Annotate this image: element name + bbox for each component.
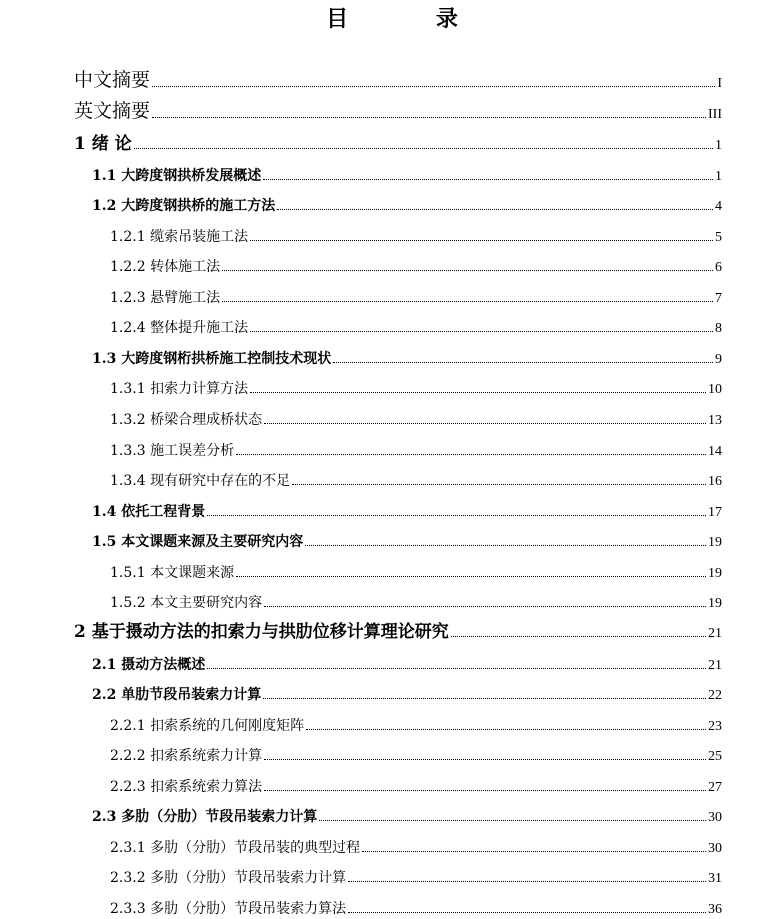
- toc-entry-label: 2.2 单肋节段吊装索力计算: [92, 687, 262, 703]
- dot-leader: [250, 331, 713, 332]
- dot-leader: [305, 545, 706, 546]
- dot-leader: [134, 148, 713, 149]
- toc-entry-page-number: 17: [708, 505, 722, 520]
- toc-entry-label: 2.2.3 扣索系统索力算法: [110, 779, 263, 795]
- toc-entry-page-number: 16: [708, 474, 722, 489]
- toc-entry[interactable]: [110, 281, 722, 307]
- dot-leader: [348, 912, 706, 913]
- toc-entry-page-number: 5: [715, 230, 722, 245]
- toc-entry-label: 2.2.2 扣索系统索力计算: [110, 748, 263, 764]
- toc-entry-page-number: 30: [708, 810, 722, 825]
- toc-entry-page-number: 23: [708, 719, 722, 734]
- toc-entry-label: 1.5.1 本文课题来源: [110, 565, 235, 581]
- toc-entry[interactable]: [74, 616, 722, 642]
- toc-entry-label: 1.5 本文课题来源及主要研究内容: [92, 534, 304, 550]
- toc-entry-page-number: I: [717, 76, 722, 91]
- toc-entry[interactable]: [110, 220, 722, 246]
- dot-leader: [292, 484, 706, 485]
- toc-entry-label: 1.2 大跨度钢拱桥的施工方法: [92, 198, 276, 214]
- toc-entry-label: 1.2.2 转体施工法: [110, 259, 221, 275]
- toc-entry-page-number: 30: [708, 841, 722, 856]
- toc-entry-page-number: 36: [708, 902, 722, 917]
- dot-leader: [333, 362, 713, 363]
- toc-entry-page-number: 13: [708, 413, 722, 428]
- toc-entry-page-number: 4: [715, 199, 722, 214]
- dot-leader: [222, 270, 713, 271]
- toc-entry[interactable]: [92, 678, 722, 704]
- dot-leader: [264, 423, 706, 424]
- toc-entry[interactable]: [110, 464, 722, 490]
- toc-entry[interactable]: [92, 189, 722, 215]
- toc-entry-label: 1.3.4 现有研究中存在的不足: [110, 473, 291, 489]
- toc-entry-label: 1.3.2 桥梁合理成桥状态: [110, 412, 263, 428]
- toc-entry-page-number: 6: [715, 260, 722, 275]
- toc-entry-page-number: 27: [708, 780, 722, 795]
- page-title: 目 录: [326, 6, 498, 32]
- toc-entry[interactable]: [110, 831, 722, 857]
- toc-entry[interactable]: [74, 66, 722, 92]
- toc-entry[interactable]: [74, 128, 722, 154]
- toc-entry-label: 2.1 摄动方法概述: [92, 657, 206, 673]
- toc-entry-page-number: 1: [715, 169, 722, 184]
- toc-entry-label: 2.3 多肋（分肋）节段吊装索力计算: [92, 809, 318, 825]
- toc-entry-label: 1.4 依托工程背景: [92, 504, 206, 520]
- toc-entry-label: 2 基于摄动方法的扣索力与拱肋位移计算理论研究: [74, 622, 449, 642]
- toc-entry-page-number: 7: [715, 291, 722, 306]
- toc-entry-page-number: 9: [715, 352, 722, 367]
- dot-leader: [250, 392, 706, 393]
- toc-entry-page-number: 1: [715, 138, 722, 153]
- toc-entry-label: 2.3.2 多肋（分肋）节段吊装索力计算: [110, 870, 347, 886]
- toc-entry[interactable]: [92, 800, 722, 826]
- dot-leader: [264, 606, 706, 607]
- dot-leader: [451, 636, 706, 637]
- toc-entry-page-number: 22: [708, 688, 722, 703]
- toc-entry[interactable]: [110, 770, 722, 796]
- dot-leader: [264, 790, 706, 791]
- dot-leader: [207, 668, 706, 669]
- toc-entry[interactable]: [92, 342, 722, 368]
- toc-entry[interactable]: [92, 648, 722, 674]
- dot-leader: [236, 454, 706, 455]
- toc-entry-label: 1.5.2 本文主要研究内容: [110, 595, 263, 611]
- dot-leader: [263, 179, 713, 180]
- toc-entry[interactable]: [110, 311, 722, 337]
- dot-leader: [306, 729, 706, 730]
- toc-entry[interactable]: [92, 495, 722, 521]
- toc-entry-label: 1.3.1 扣索力计算方法: [110, 381, 249, 397]
- toc-entry-label: 1.1 大跨度钢拱桥发展概述: [92, 168, 262, 184]
- dot-leader: [222, 301, 713, 302]
- toc-entry-page-number: 19: [708, 596, 722, 611]
- toc-entry-label: 1.3.3 施工误差分析: [110, 443, 235, 459]
- toc-entry-label: 1.2.1 缆索吊装施工法: [110, 229, 249, 245]
- toc-entry[interactable]: [110, 586, 722, 612]
- toc-entry[interactable]: [92, 525, 722, 551]
- toc-entry-label: 英文摘要: [74, 100, 151, 122]
- dot-leader: [264, 759, 706, 760]
- toc-entry-page-number: 8: [715, 321, 722, 336]
- toc-entry-label: 2.3.1 多肋（分肋）节段吊装的典型过程: [110, 840, 361, 856]
- toc-entry-page-number: III: [708, 107, 722, 122]
- toc-entry[interactable]: [110, 556, 722, 582]
- toc-entry-label: 2.2.1 扣索系统的几何刚度矩阵: [110, 718, 305, 734]
- toc-entry-page-number: 10: [708, 382, 722, 397]
- dot-leader: [362, 851, 706, 852]
- toc-entry[interactable]: [110, 403, 722, 429]
- toc-entry-label: 1 绪 论: [74, 134, 132, 154]
- dot-leader: [348, 881, 706, 882]
- dot-leader: [152, 86, 715, 87]
- toc-entry-label: 中文摘要: [74, 69, 151, 91]
- toc-entry-page-number: 19: [708, 566, 722, 581]
- dot-leader: [207, 515, 706, 516]
- dot-leader: [152, 117, 706, 118]
- toc-entry[interactable]: [110, 709, 722, 735]
- dot-leader: [319, 820, 706, 821]
- toc-entry-page-number: 25: [708, 749, 722, 764]
- toc-entry[interactable]: [92, 159, 722, 185]
- toc-entry-page-number: 31: [708, 871, 722, 886]
- toc-entry[interactable]: [110, 250, 722, 276]
- toc-entry-label: 2.3.3 多肋（分肋）节段吊装索力算法: [110, 901, 347, 917]
- toc-entry[interactable]: [110, 739, 722, 765]
- dot-leader: [277, 209, 713, 210]
- toc-entry[interactable]: [110, 892, 722, 918]
- toc-entry-page-number: 21: [708, 658, 722, 673]
- dot-leader: [263, 698, 706, 699]
- toc-entry[interactable]: [110, 434, 722, 460]
- dot-leader: [250, 240, 713, 241]
- toc-entry-label: 1.2.4 整体提升施工法: [110, 320, 249, 336]
- toc-entry-page-number: 14: [708, 444, 722, 459]
- dot-leader: [236, 576, 706, 577]
- toc-entry[interactable]: [74, 97, 722, 123]
- toc-entry-label: 1.2.3 悬臂施工法: [110, 290, 221, 306]
- toc-entry-page-number: 19: [708, 535, 722, 550]
- toc-entry[interactable]: [110, 372, 722, 398]
- toc-entry[interactable]: [110, 861, 722, 887]
- toc-entry-page-number: 21: [708, 626, 722, 641]
- toc-entry-label: 1.3 大跨度钢桁拱桥施工控制技术现状: [92, 351, 332, 367]
